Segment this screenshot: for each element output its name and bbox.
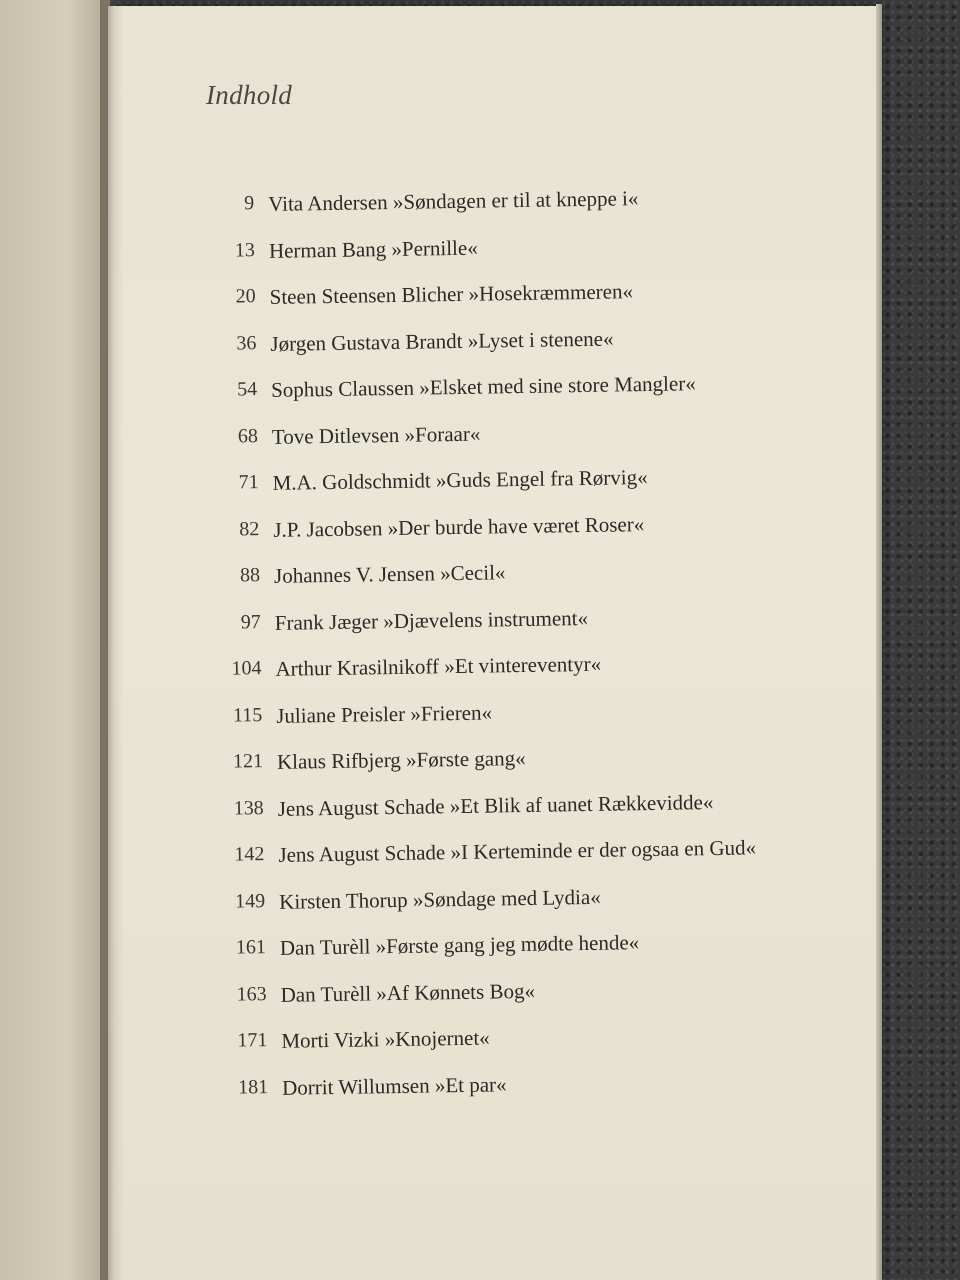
toc-entry-text: Tove Ditlevsen »Foraar« bbox=[271, 421, 481, 449]
toc-page-number: 9 bbox=[244, 192, 255, 215]
toc-entry-text: Dorrit Willumsen »Et par« bbox=[281, 1071, 507, 1100]
toc-entry-text: J.P. Jacobsen »Der burde have været Roser« bbox=[273, 511, 645, 542]
toc-page-number: 163 bbox=[236, 982, 267, 1006]
toc-page-number: 149 bbox=[235, 889, 266, 913]
toc-row bbox=[212, 971, 822, 1012]
toc-entry-text: Sophus Claussen »Elsket med sine store Mangler« bbox=[270, 371, 696, 402]
toc-page-number: 20 bbox=[235, 285, 256, 308]
toc-row bbox=[208, 692, 818, 733]
toc-entry-text: M.A. Goldschmidt »Guds Engel fra Rørvig« bbox=[272, 465, 648, 495]
toc-row bbox=[209, 738, 819, 779]
toc-page-number: 171 bbox=[237, 1029, 268, 1052]
toc-row bbox=[211, 878, 821, 919]
toc-page-number: 68 bbox=[237, 424, 259, 447]
toc-row bbox=[207, 645, 817, 686]
toc-row bbox=[210, 831, 820, 872]
toc-entry-text: Herman Bang »Pernille« bbox=[268, 235, 478, 263]
toc-page-number: 115 bbox=[232, 703, 263, 727]
toc-row bbox=[203, 366, 813, 407]
toc-page-number: 13 bbox=[234, 238, 256, 261]
left-page bbox=[0, 0, 110, 1280]
toc-page-number: 181 bbox=[237, 1075, 269, 1099]
toc-page-number: 82 bbox=[239, 517, 260, 540]
toc-entry-text: Jens August Schade »I Kerteminde er der ogsaa en Gud« bbox=[278, 835, 757, 867]
toc-page-number: 104 bbox=[231, 657, 262, 680]
toc-entry-text: Juliane Preisler »Frieren« bbox=[276, 699, 493, 728]
toc-row bbox=[201, 227, 811, 268]
page-edge bbox=[876, 4, 882, 1280]
toc-page-number: 71 bbox=[238, 471, 259, 494]
toc-page-number: 54 bbox=[236, 378, 258, 401]
toc-row bbox=[212, 924, 822, 965]
toc-entry-text: Arthur Krasilnikoff »Et vintereventyr« bbox=[275, 651, 602, 681]
toc-row bbox=[201, 273, 811, 314]
toc-row bbox=[204, 459, 814, 500]
toc-page-number: 142 bbox=[234, 843, 265, 866]
toc-row bbox=[213, 1017, 823, 1058]
toc-page-number: 88 bbox=[239, 564, 261, 587]
toc-row bbox=[207, 599, 817, 640]
toc-row bbox=[202, 320, 812, 361]
toc-page-number: 138 bbox=[233, 796, 264, 820]
toc-page-number: 36 bbox=[236, 331, 257, 354]
toc-entry-text: Steen Steensen Blicher »Hosekræmmeren« bbox=[269, 279, 634, 309]
toc-entry-text: Jens August Schade »Et Blik af uanet Rækkevidde« bbox=[277, 789, 714, 821]
toc-page-number: 97 bbox=[240, 610, 261, 633]
page-title: Indhold bbox=[206, 80, 293, 110]
toc-page-number: 161 bbox=[235, 936, 267, 959]
toc-row bbox=[205, 506, 815, 547]
book-gutter bbox=[100, 0, 124, 1280]
toc-entry-text: Jørgen Gustava Brandt »Lyset i stenene« bbox=[270, 326, 614, 356]
toc-entry-text: Vita Andersen »Søndagen er til at kneppe i« bbox=[268, 186, 639, 216]
toc-row bbox=[214, 1064, 824, 1105]
toc-row bbox=[204, 413, 814, 454]
toc-entry-text: Dan Turèll »Af Kønnets Bog« bbox=[280, 978, 536, 1007]
toc-page-number: 121 bbox=[232, 750, 264, 773]
toc-entry-text: Morti Vizki »Knojernet« bbox=[281, 1025, 490, 1053]
toc-row bbox=[209, 785, 819, 826]
toc-entry-text: Kirsten Thorup »Søndage med Lydia« bbox=[278, 884, 601, 914]
toc-entry-text: Johannes V. Jensen »Cecil« bbox=[273, 560, 506, 588]
toc-row bbox=[206, 552, 816, 593]
table-of-contents bbox=[200, 180, 825, 1119]
toc-entry-text: Dan Turèll »Første gang jeg mødte hende« bbox=[279, 930, 640, 960]
toc-entry-text: Klaus Rifbjerg »Første gang« bbox=[276, 745, 526, 774]
toc-entry-text: Frank Jæger »Djævelens instrument« bbox=[274, 605, 589, 635]
